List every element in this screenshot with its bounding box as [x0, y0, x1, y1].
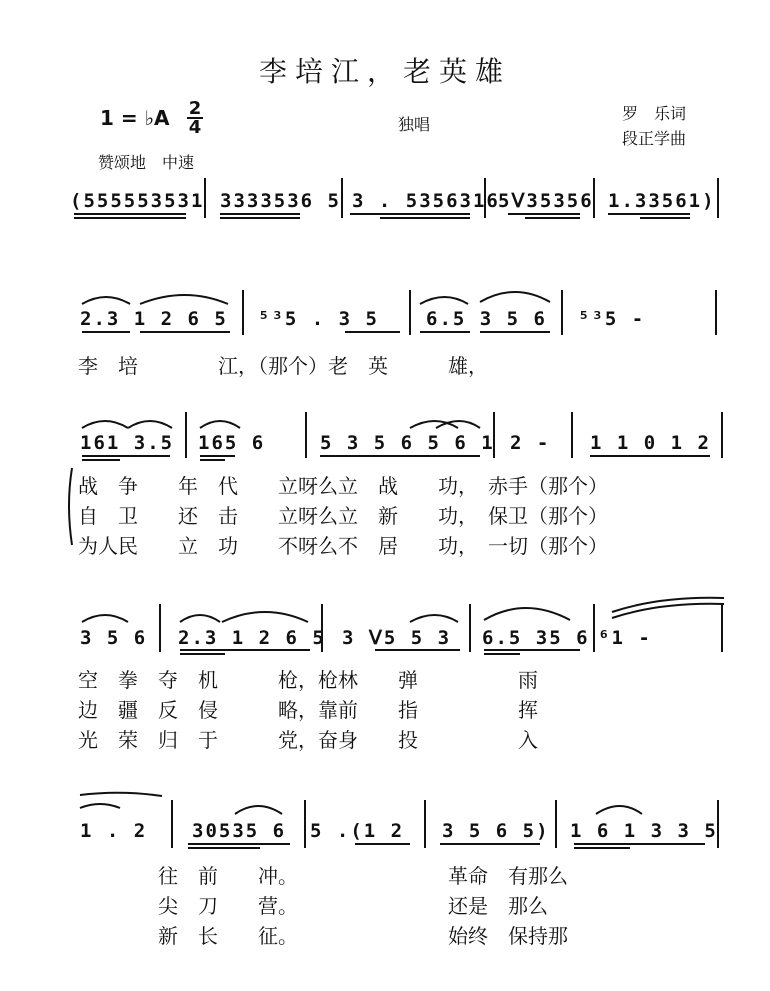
- page-title: 李培江，老英雄: [258, 55, 511, 88]
- measure: ⁶1 -: [598, 627, 652, 649]
- measure: 3 . 5356316: [352, 190, 500, 212]
- measure: 6.5 35 6: [482, 627, 590, 649]
- time-signature: [187, 98, 203, 138]
- lyric-line: 新 长 征。 始终 保持那: [78, 924, 568, 948]
- measure: 2 -: [510, 432, 551, 454]
- lyricist-credit: 罗 乐词: [622, 104, 687, 123]
- measure: 165 6: [198, 432, 266, 454]
- measure: 2.3 1 2 6 5: [178, 627, 326, 649]
- lyric-line: 为人民 立 功 不呀么不 居 功， 一切（那个）: [78, 534, 608, 558]
- measure: 5ᐯ35356: [498, 190, 594, 212]
- lyric-line: 往 前 冲。 革命 有那么: [78, 864, 568, 888]
- time-signature-denominator: 4: [188, 117, 202, 138]
- lyric-line: 空 拳 夺 机 枪，枪林 弹 雨: [78, 668, 538, 692]
- measure: 1.33561): [608, 190, 716, 212]
- measure: 5 .(1 2: [310, 820, 405, 842]
- lyric-line: 战 争 年 代 立呀么立 战 功， 赤手（那个）: [78, 474, 608, 498]
- measure: 1 . 2: [80, 820, 148, 842]
- lyric-line: 光 荣 归 于 党，奋身 投 入: [78, 728, 538, 752]
- lyric-line: 李 培 江，（那个）老 英 雄，: [78, 354, 488, 378]
- measure: 6.5 3 5 6: [426, 308, 547, 330]
- measure: 161 3.5: [80, 432, 175, 454]
- measure: 2.3 1 2 6 5: [80, 308, 228, 330]
- measure: 3 5 6: [80, 627, 148, 649]
- measure: 1 1 0 1 2: [590, 432, 711, 454]
- measure: ⁵³5 . 3 5: [258, 308, 379, 330]
- tempo-marking: 赞颂地 中速: [98, 153, 195, 172]
- measure: 5 3 5 6 5 6 1: [320, 432, 495, 454]
- time-signature-numerator: 2: [188, 98, 202, 119]
- measure: 3 5 6 5): [442, 820, 550, 842]
- measure: (555553531: [70, 190, 205, 212]
- measure: ⁵³5 -: [578, 308, 646, 330]
- composer-credit: 段正学曲: [622, 129, 687, 148]
- measure: 30535 6: [192, 820, 287, 842]
- performance-type: 独唱: [398, 115, 431, 134]
- lyric-line: 尖 刀 营。 还是 那么: [78, 894, 548, 918]
- measure: 3333536 5: [220, 190, 341, 212]
- measure: 1 6 1 3 3 5: [570, 820, 718, 842]
- measure: 3 ᐯ5 5 3: [342, 627, 452, 649]
- key-signature: 1 = ♭A: [100, 106, 170, 130]
- lyric-line: 自 卫 还 击 立呀么立 新 功， 保卫（那个）: [78, 504, 608, 528]
- lyric-line: 边 疆 反 侵 略，靠前 指 挥: [78, 698, 538, 722]
